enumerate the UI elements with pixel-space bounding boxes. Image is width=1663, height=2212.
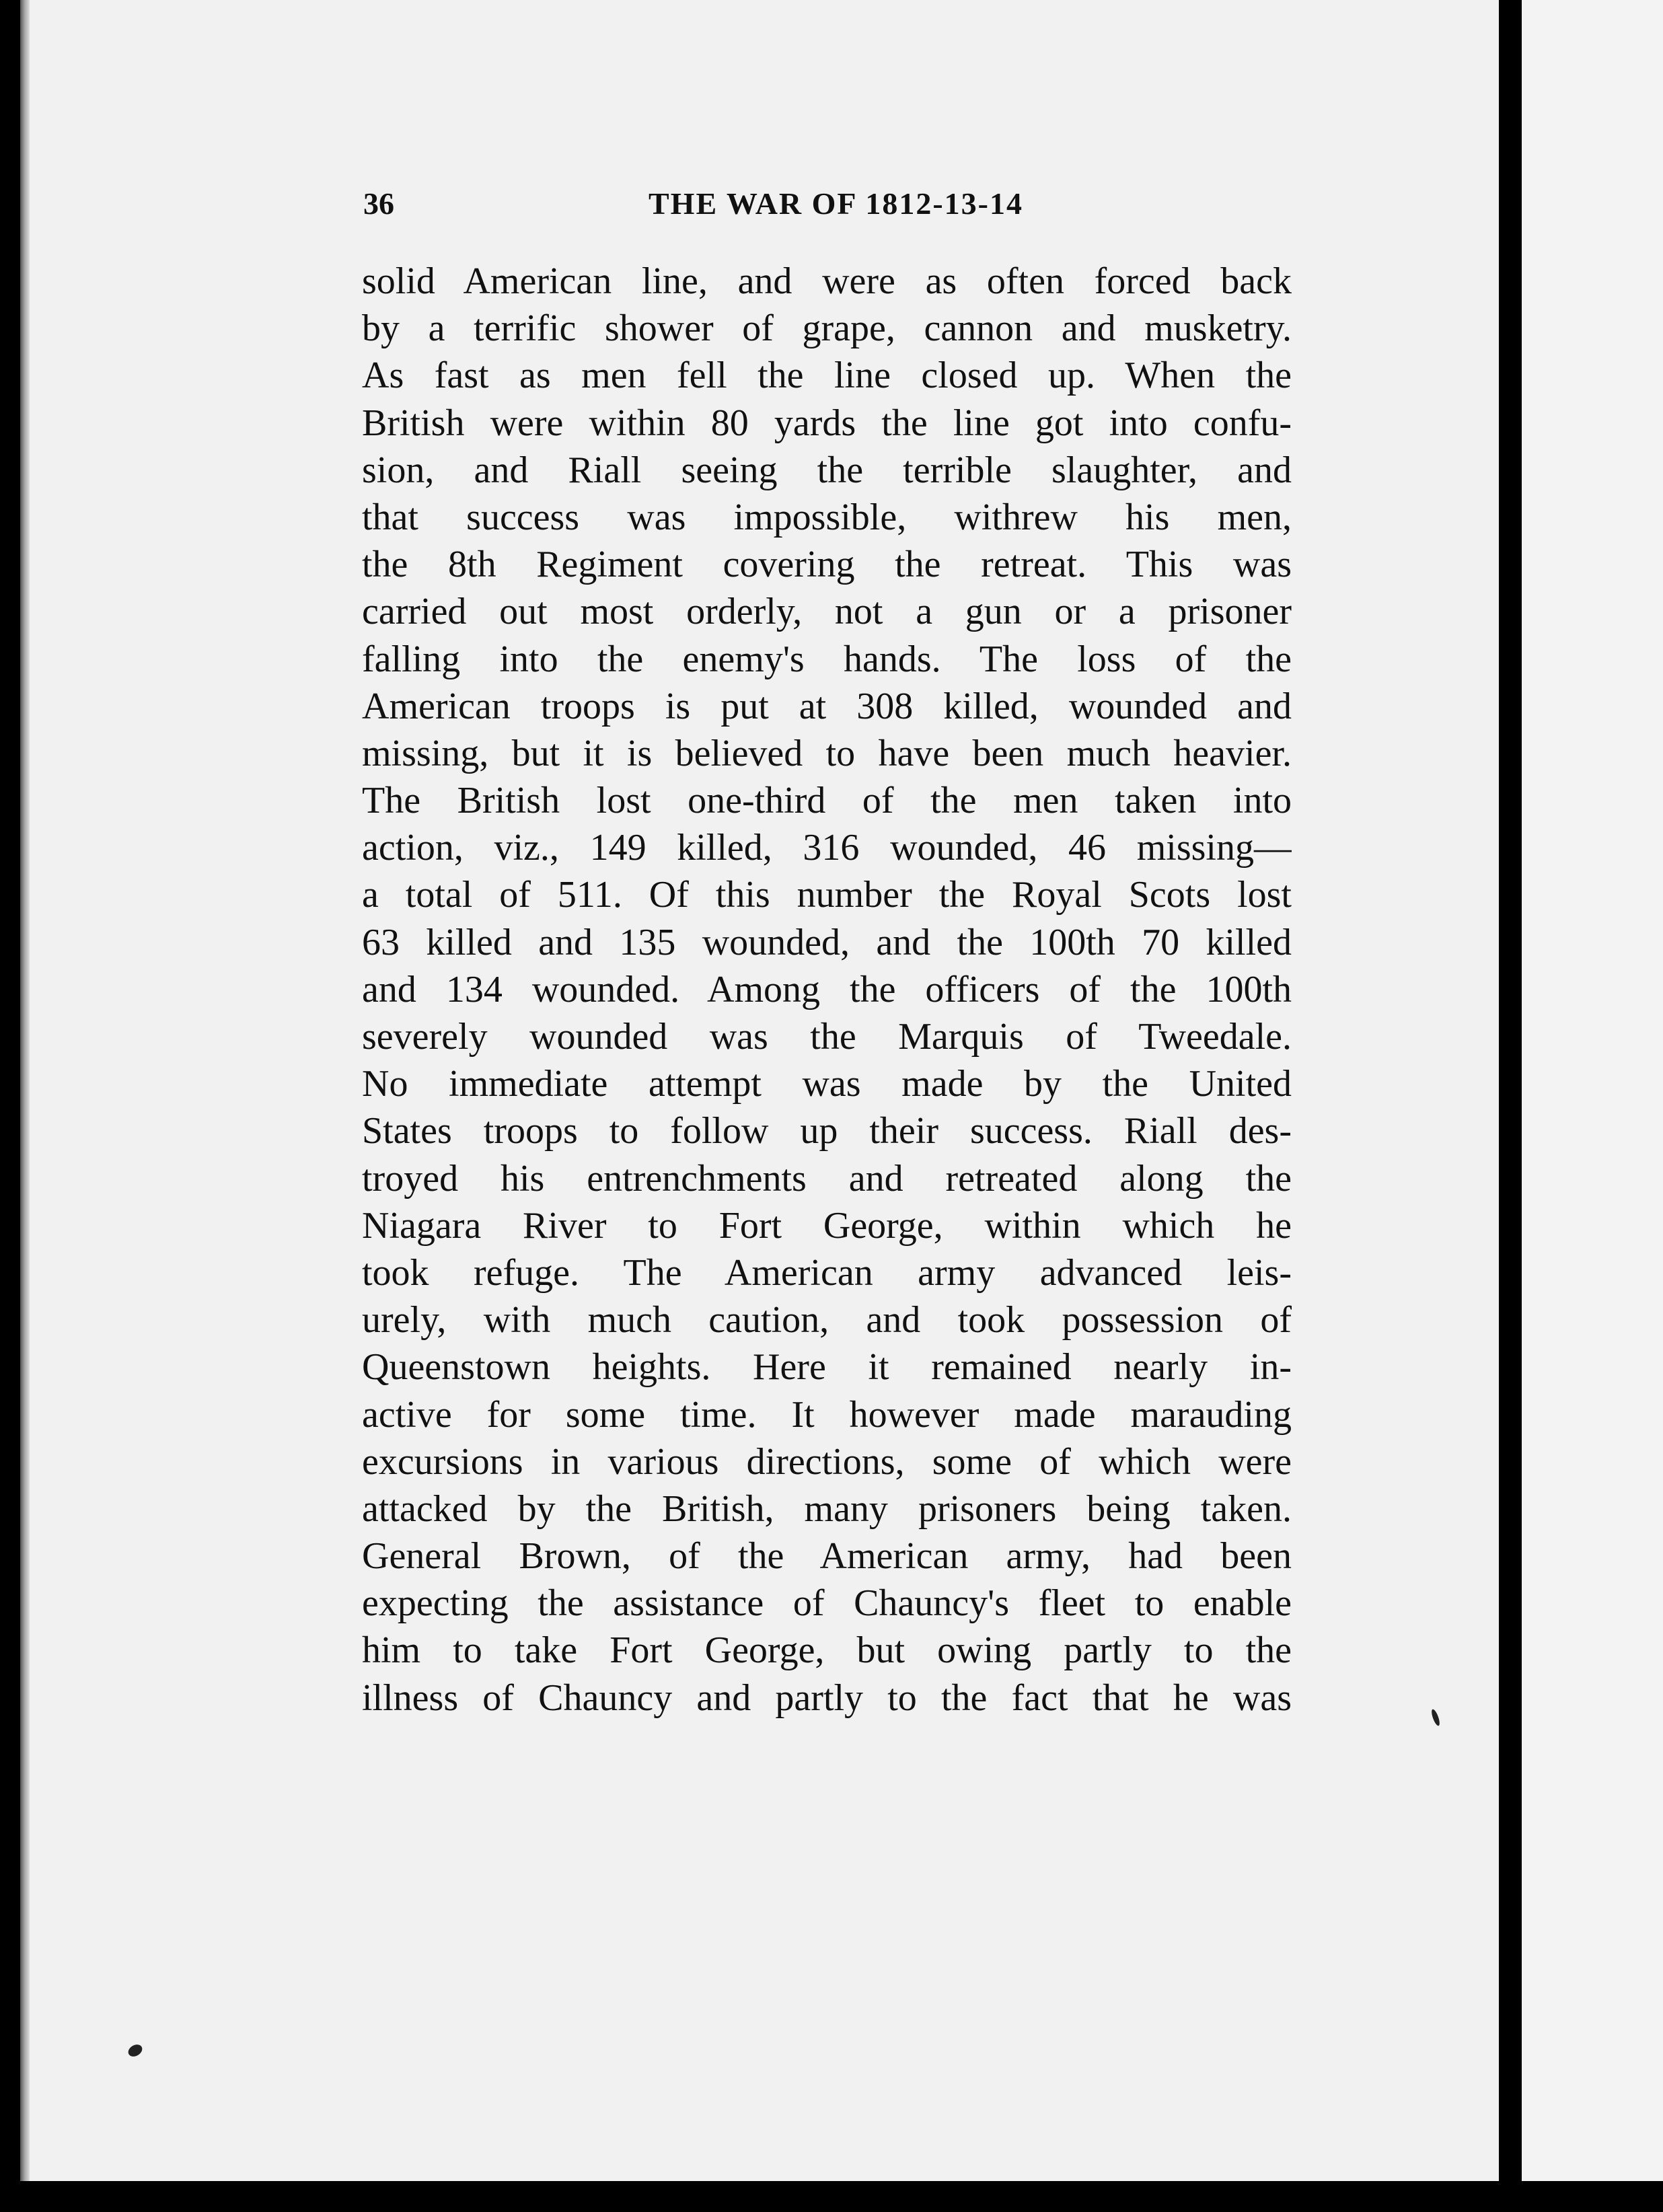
running-head: THE WAR OF 1812-13-14 bbox=[649, 186, 1023, 221]
text-line: and 134 wounded. Among the officers of the 100th bbox=[362, 968, 1292, 1010]
text-line: No immediate attempt was made by the United bbox=[362, 1063, 1292, 1105]
text-line: a total of 511. Of this number the Royal Scots lost bbox=[362, 874, 1292, 916]
text-line: General Brown, of the American army, had been bbox=[362, 1535, 1292, 1578]
text-line: sion, and Riall seeing the terrible slaughter, and bbox=[362, 449, 1292, 491]
text-line: troyed his entrenchments and retreated along the bbox=[362, 1157, 1292, 1200]
text-line: the 8th Regiment covering the retreat. This was bbox=[362, 544, 1292, 586]
text-line: 63 killed and 135 wounded, and the 100th 70 killed bbox=[362, 921, 1292, 963]
text-line: Niagara River to Fort George, within which he bbox=[362, 1204, 1292, 1247]
page-edge-shadow bbox=[20, 0, 30, 2181]
right-page-edge bbox=[1522, 0, 1663, 2181]
text-line: British were within 80 yards the line got into confu- bbox=[362, 402, 1292, 444]
text-line: took refuge. The American army advanced leis- bbox=[362, 1251, 1292, 1294]
text-line: solid American line, and were as often forced back bbox=[362, 260, 1292, 302]
text-line: As fast as men fell the line closed up. When the bbox=[362, 355, 1292, 397]
text-line: attacked by the British, many prisoners being taken. bbox=[362, 1487, 1292, 1530]
text-line: The British lost one-third of the men taken into bbox=[362, 780, 1292, 822]
text-line: him to take Fort George, but owing partly to the bbox=[362, 1629, 1292, 1672]
text-line: American troops is put at 308 killed, wounded and bbox=[362, 685, 1292, 727]
text-line: that success was impossible, withrew his men, bbox=[362, 496, 1292, 538]
body-text bbox=[362, 258, 1292, 1722]
text-line: illness of Chauncy and partly to the fact that he was bbox=[362, 1676, 1292, 1719]
page-header bbox=[363, 179, 1292, 226]
text-line: action, viz., 149 killed, 316 wounded, 46 missing— bbox=[362, 827, 1292, 869]
text-line: urely, with much caution, and took possession of bbox=[362, 1299, 1292, 1341]
text-line: excursions in various directions, some of which were bbox=[362, 1440, 1292, 1483]
text-line: severely wounded was the Marquis of Tweedale. bbox=[362, 1016, 1292, 1058]
text-line: active for some time. It however made marauding bbox=[362, 1393, 1292, 1436]
text-line: by a terrific shower of grape, cannon and musketry. bbox=[362, 307, 1292, 350]
page-number: 36 bbox=[363, 186, 394, 221]
text-line: falling into the enemy's hands. The loss of the bbox=[362, 638, 1292, 680]
text-line: expecting the assistance of Chauncy's fleet to enable bbox=[362, 1582, 1292, 1625]
text-line: States troops to follow up their success. Riall des- bbox=[362, 1110, 1292, 1152]
text-line: carried out most orderly, not a gun or a prisoner bbox=[362, 591, 1292, 633]
book-gutter bbox=[1499, 0, 1522, 2181]
text-line: missing, but it is believed to have been much heavier. bbox=[362, 732, 1292, 774]
text-line: Queenstown heights. Here it remained nearly in- bbox=[362, 1346, 1292, 1389]
